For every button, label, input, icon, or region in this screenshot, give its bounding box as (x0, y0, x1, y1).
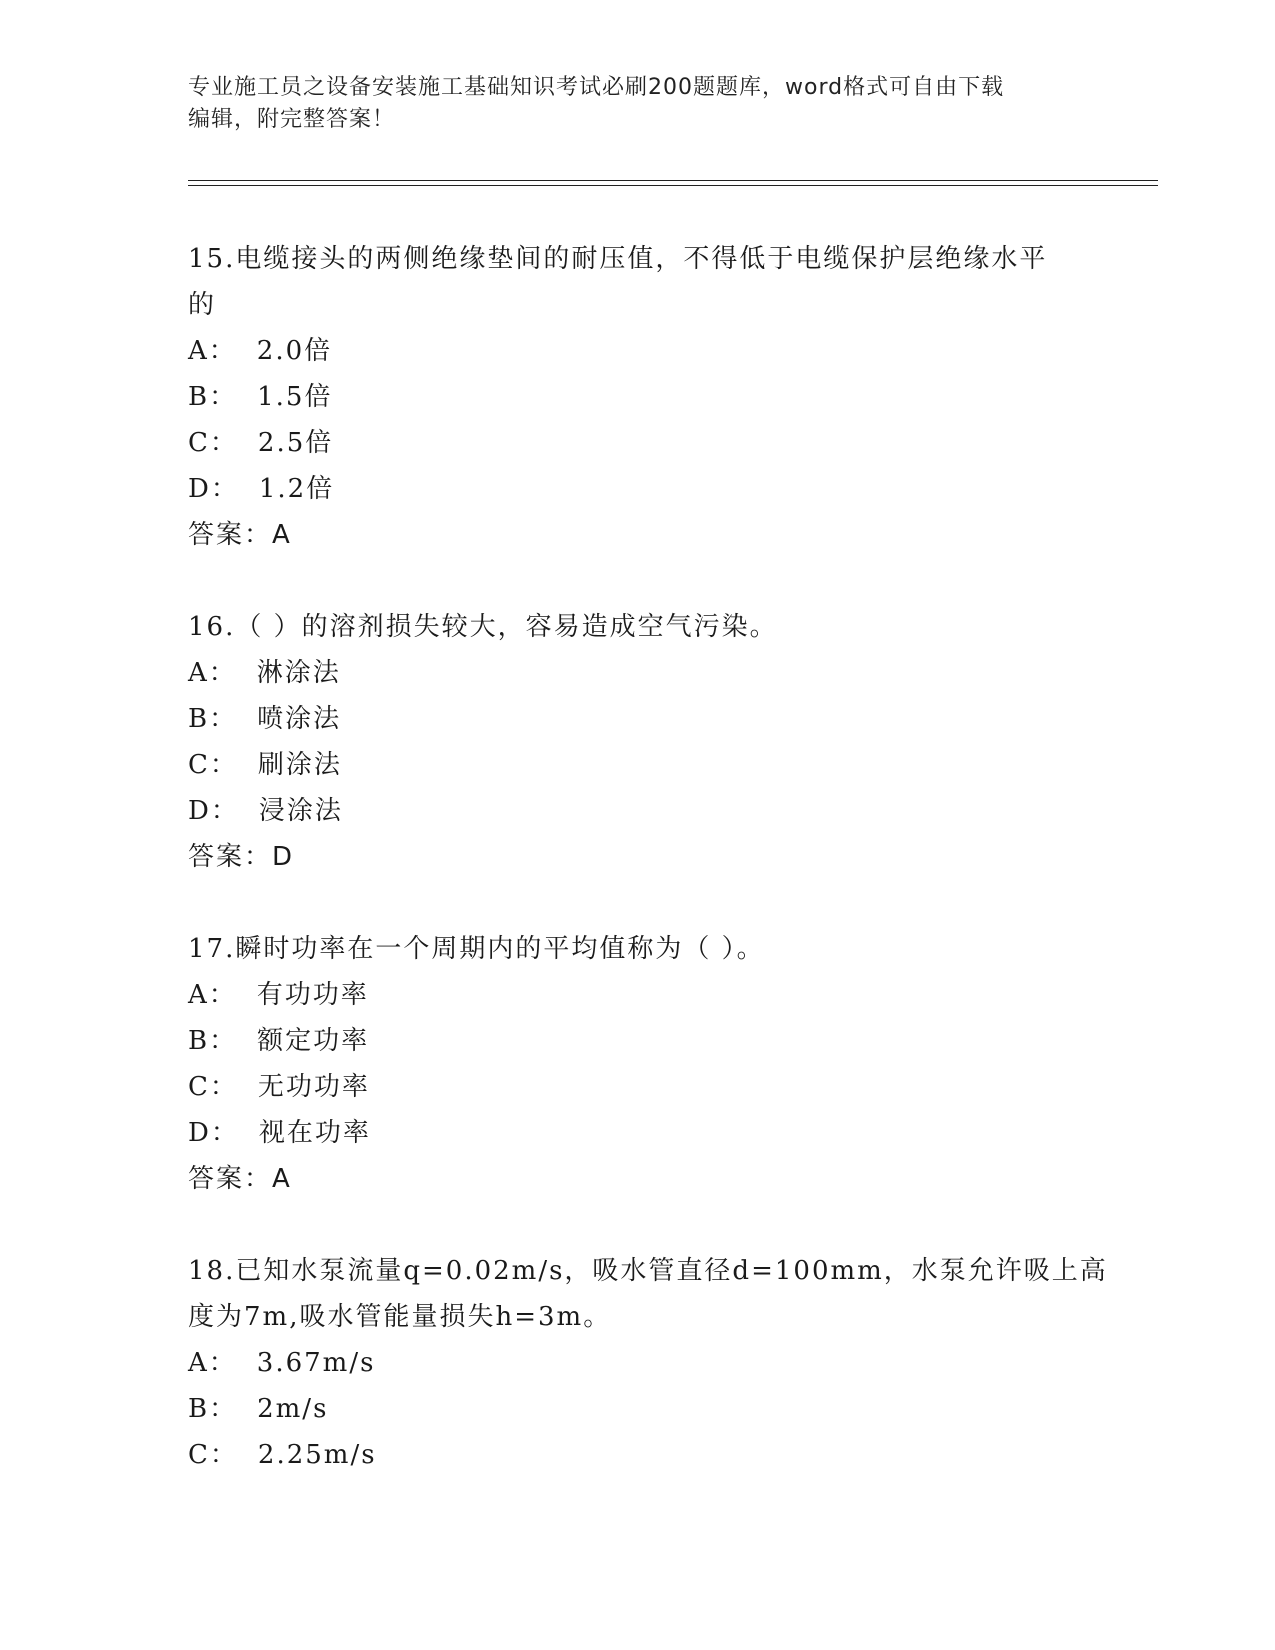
answer-line: 答案：A (188, 520, 292, 550)
question-18 (188, 1248, 1108, 1478)
option-b (188, 696, 1088, 742)
option-key: A： (188, 658, 237, 688)
question-line: 18.已知水泵流量q=0.02m/s，吸水管直径d=100mm，水泵允许吸上高 (188, 1256, 1108, 1286)
question-line: 17.瞬时功率在一个周期内的平均值称为（ ）。 (188, 934, 765, 964)
question-list (188, 236, 1108, 1524)
option-key: A： (188, 980, 237, 1010)
option-a (188, 1340, 1088, 1386)
question-15 (188, 236, 1088, 558)
question-16 (188, 604, 1088, 880)
option-key: C： (188, 1440, 238, 1470)
option-d (188, 1110, 1088, 1156)
option-b (188, 1018, 1088, 1064)
option-key: A： (188, 1348, 237, 1378)
header-line-2: 编辑，附完整答案！ (188, 107, 396, 132)
option-key: D： (188, 796, 239, 826)
option-key: B： (188, 1026, 238, 1056)
question-line: 15.电缆接头的两侧绝缘垫间的耐压值，不得低于电缆保护层绝缘水平 (188, 244, 1048, 274)
option-c (188, 1432, 1088, 1478)
option-key: B： (188, 1394, 238, 1424)
option-key: C： (188, 428, 238, 458)
option-c (188, 1064, 1088, 1110)
question-text (188, 926, 1088, 972)
option-key: C： (188, 1072, 238, 1102)
option-text: 有功功率 (256, 980, 369, 1010)
question-text (188, 604, 1088, 650)
option-key: B： (188, 704, 238, 734)
answer-line: 答案：D (188, 842, 295, 872)
option-text: 1.5倍 (257, 382, 333, 412)
option-key: D： (188, 474, 239, 504)
option-a (188, 328, 1088, 374)
option-c (188, 742, 1088, 788)
option-text: 视在功率 (258, 1118, 371, 1148)
option-c (188, 420, 1088, 466)
option-a (188, 650, 1088, 696)
option-text: 刷涂法 (257, 750, 342, 780)
option-b (188, 1386, 1088, 1432)
answer-line: 答案：A (188, 1164, 292, 1194)
option-text: 2.5倍 (257, 428, 334, 458)
header-divider-top (188, 180, 1158, 181)
option-d (188, 788, 1088, 834)
question-line: 16.（ ）的溶剂损失较大，容易造成空气污染。 (188, 612, 778, 642)
option-key: D： (188, 1118, 239, 1148)
header-divider-bottom (188, 185, 1158, 186)
option-text: 浸涂法 (258, 796, 343, 826)
option-key: B： (188, 382, 238, 412)
header-line-1: 专业施工员之设备安装施工基础知识考试必刷200题题库，word格式可自由下载 (188, 75, 1005, 100)
question-17 (188, 926, 1088, 1202)
question-text (188, 236, 1088, 328)
option-key: C： (188, 750, 238, 780)
option-text: 2m/s (257, 1394, 329, 1424)
question-line: 的 (188, 290, 217, 320)
option-text: 3.67m/s (256, 1348, 376, 1378)
option-a (188, 972, 1088, 1018)
option-text: 1.2倍 (258, 474, 335, 504)
option-b (188, 374, 1088, 420)
question-text (188, 1248, 1108, 1340)
document-header (188, 72, 1088, 136)
option-text: 喷涂法 (257, 704, 342, 734)
option-key: A： (188, 336, 237, 366)
option-text: 无功功率 (257, 1072, 370, 1102)
option-text: 淋涂法 (256, 658, 341, 688)
question-line: 度为7m,吸水管能量损失h=3m。 (188, 1302, 612, 1332)
option-text: 额定功率 (257, 1026, 370, 1056)
option-d (188, 466, 1088, 512)
option-text: 2.0倍 (256, 336, 333, 366)
option-text: 2.25m/s (257, 1440, 377, 1470)
